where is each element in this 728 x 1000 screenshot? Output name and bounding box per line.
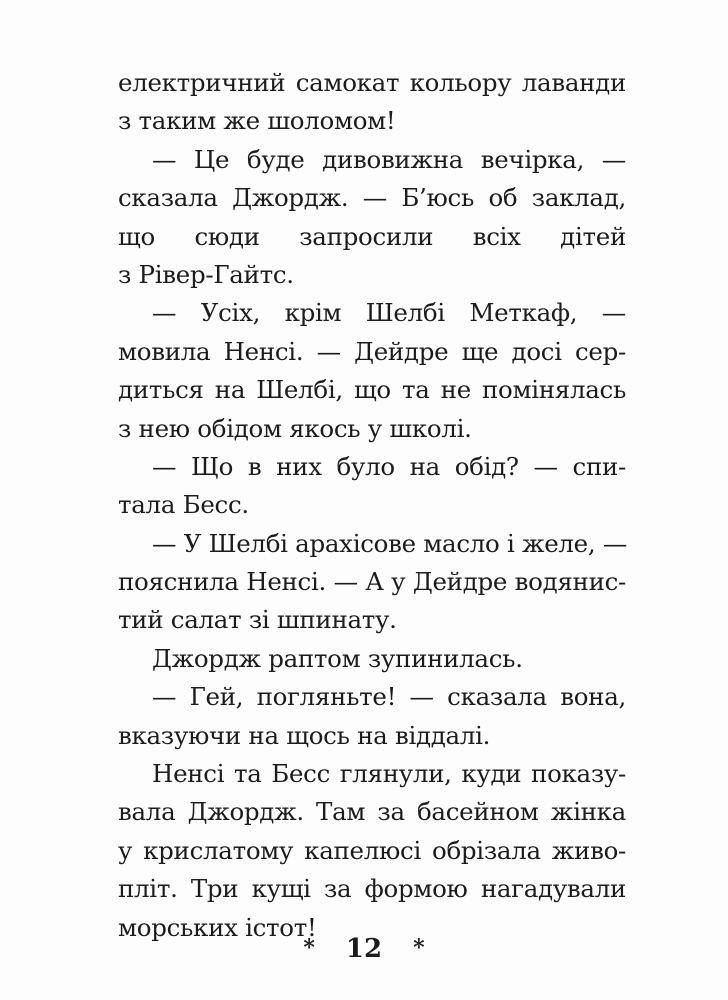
text-line: вказуючи на щось на віддалі.	[118, 720, 491, 750]
text-line: — Усіх, крім Шелбі Меткаф, —	[152, 298, 626, 328]
star-ornament-right: *	[413, 935, 425, 961]
text-line: морських істот!	[118, 912, 317, 942]
page-footer	[0, 930, 728, 967]
text-line: Ненсі та Бесс глянули, куди показу-	[152, 759, 626, 789]
text-line: диться на Шелбі, що та не помінялась	[118, 375, 626, 405]
text-line: у крислатому капелюсі обрізала живо-	[118, 835, 626, 865]
text-line: з таким же шоломом!	[118, 106, 396, 136]
text-line: з нею обідом якось у школі.	[118, 413, 472, 443]
text-line: — Це буде дивовижна вечірка, —	[152, 144, 626, 174]
text-line: вала Джордж. Там за басейном жінка	[118, 797, 626, 827]
text-line: сказала Джордж. — Б’юсь об заклад,	[118, 183, 626, 213]
text-line: — Що в них було на обід? — спи-	[152, 451, 626, 481]
text-line: тала Бесс.	[118, 490, 249, 520]
text-line: з Рівер-Гайтс.	[118, 259, 294, 289]
text-line: пліт. Три кущі за формою нагадували	[118, 874, 626, 904]
text-line: тий салат зі шпинату.	[118, 605, 397, 635]
text-line: — Гей, погляньте! — сказала вона,	[152, 682, 626, 712]
text-line: Джордж раптом зупинилась.	[152, 643, 523, 673]
star-ornament-left: *	[303, 935, 315, 961]
text-line: мовила Ненсі. — Дейдре ще досі сер-	[118, 336, 626, 366]
body-text	[118, 64, 626, 947]
page-number: 12	[345, 934, 383, 964]
text-line: електричний самокат кольору лаванди	[118, 68, 626, 97]
text-line: пояснила Ненсі. — А у Дейдре водянис-	[118, 567, 626, 597]
text-line: що сюди запросили всіх дітей	[118, 221, 626, 251]
text-line: — У Шелбі арахісове масло і желе, —	[152, 528, 628, 558]
